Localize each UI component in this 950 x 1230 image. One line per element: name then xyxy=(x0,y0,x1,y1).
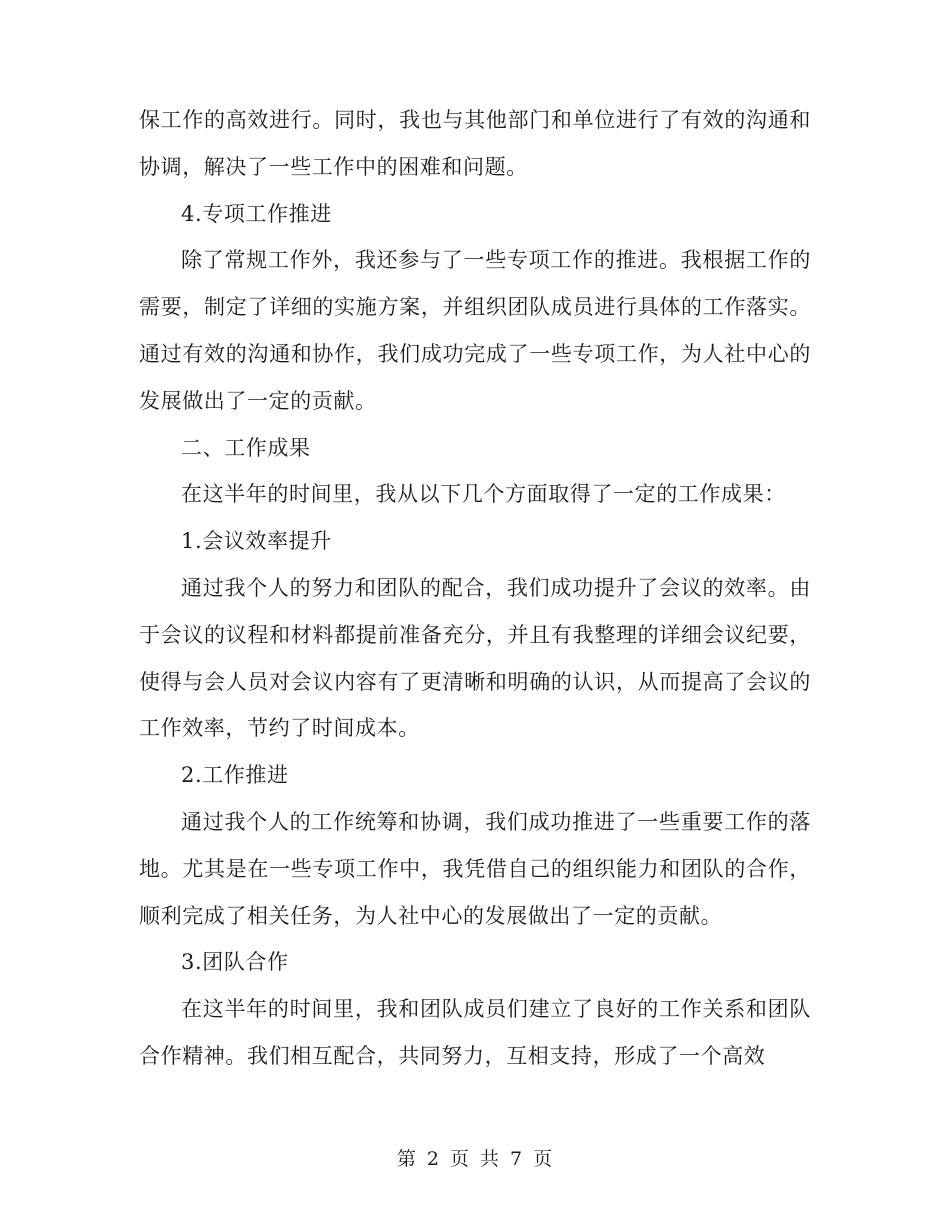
heading-meeting-efficiency: 1.会议效率提升 xyxy=(181,529,332,554)
paragraph-continuation: 保工作的高效进行。同时，我也与其他部门和单位进行了有效的沟通和协调，解决了一些工作中的困难和问题。 xyxy=(139,108,811,179)
heading-work-progress: 2.工作推进 xyxy=(181,763,289,788)
paragraph-meeting-efficiency: 通过我个人的努力和团队的配合，我们成功提升了会议的效率。由于会议的议程和材料都提前准备充分，并且有我整理的详细会议纪要，使得与会人员对会议内容有了更清晰和明确的认识，从而提高了会议的工作效率，节约了时间成本。 xyxy=(139,575,811,741)
paragraph-results-intro: 在这半年的时间里，我从以下几个方面取得了一定的工作成果： xyxy=(181,482,786,507)
document-body xyxy=(139,97,811,1080)
paragraph-teamwork: 在这半年的时间里，我和团队成员们建立了良好的工作关系和团队合作精神。我们相互配合，共同努力，互相支持，形成了一个高效 xyxy=(139,997,811,1068)
paragraph-special-work: 除了常规工作外，我还参与了一些专项工作的推进。我根据工作的需要，制定了详细的实施方案，并组织团队成员进行具体的工作落实。通过有效的沟通和协作，我们成功完成了一些专项工作，为人社中心的发展做出了一定的贡献。 xyxy=(139,248,811,413)
page-number-footer: 第 2 页 共 7 页 xyxy=(396,1148,554,1170)
heading-special-work: 4.专项工作推进 xyxy=(181,201,332,226)
paragraph-work-progress: 通过我个人的工作统筹和协调，我们成功推进了一些重要工作的落地。尤其是在一些专项工作中，我凭借自己的组织能力和团队的合作，顺利完成了相关任务，为人社中心的发展做出了一定的贡献。 xyxy=(139,809,811,928)
heading-work-results: 二、工作成果 xyxy=(181,435,311,460)
heading-teamwork: 3.团队合作 xyxy=(181,950,289,975)
